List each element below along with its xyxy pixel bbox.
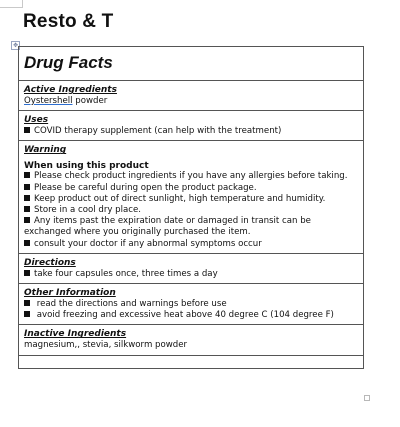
uses-section: [19, 111, 363, 141]
warning-item: Keep product out of direct sunlight, high temperature and humidity.: [24, 194, 358, 205]
active-ingredients-section: [19, 81, 363, 111]
other-information-section: [19, 284, 363, 325]
warning-item: Please check product ingredients if you have any allergies before taking.: [24, 171, 358, 182]
drug-facts-header-cell: [19, 47, 363, 81]
bullet-square-icon: [24, 270, 30, 276]
warning-item: Any items past the expiration date or damaged in transit can be exchanged where you originally purchased the item.: [24, 216, 311, 238]
inactive-ingredients-title: Inactive Ingredients: [24, 329, 127, 340]
other-information-title: Other Information: [24, 288, 116, 299]
other-information-item: read the directions and warnings before use: [24, 299, 358, 310]
bullet-square-icon: [24, 217, 30, 223]
bullet-square-icon: [24, 311, 30, 317]
table-resize-handle[interactable]: [364, 395, 370, 401]
inactive-ingredients-text: magnesium,, stevia, silkworm powder: [24, 340, 188, 351]
directions-section: [19, 254, 363, 284]
page-corner-mark: [0, 0, 23, 8]
uses-title: Uses: [24, 115, 49, 126]
other-information-item: avoid freezing and excessive heat above 40 degree C (104 degree F): [24, 310, 358, 321]
drug-facts-table: [18, 46, 364, 369]
directions-item: take four capsules once, three times a day: [24, 269, 358, 280]
empty-table-row: [19, 356, 363, 368]
inactive-ingredients-section: [19, 325, 363, 355]
table-move-handle-icon[interactable]: ✥: [12, 42, 19, 49]
uses-item: COVID therapy supplement (can help with the treatment): [24, 126, 358, 137]
bullet-square-icon: [24, 195, 30, 201]
active-ingredients-title: Active Ingredients: [24, 85, 117, 95]
bullet-square-icon: [24, 127, 30, 133]
bullet-square-icon: [24, 172, 30, 178]
directions-title: Directions: [24, 257, 76, 268]
warning-item: consult your doctor if any abnormal symptoms occur: [24, 239, 358, 250]
warning-item: Please be careful during open the product package.: [24, 183, 358, 194]
bullet-square-icon: [24, 300, 30, 306]
document-title: Resto & T: [23, 11, 114, 32]
warning-subheading: When using this product: [24, 161, 149, 172]
bullet-square-icon: [24, 184, 30, 190]
active-ingredient-spellcheck-word: Oystershell: [24, 96, 73, 106]
bullet-square-icon: [24, 206, 30, 212]
bullet-square-icon: [24, 240, 30, 246]
warning-item: Store in a cool dry place.: [24, 205, 358, 216]
drug-facts-heading: Drug Facts: [24, 53, 113, 72]
active-ingredients-text: [24, 96, 358, 107]
warning-title: Warning: [24, 145, 67, 156]
warning-section: [19, 141, 363, 253]
active-ingredient-rest: powder: [72, 96, 108, 106]
